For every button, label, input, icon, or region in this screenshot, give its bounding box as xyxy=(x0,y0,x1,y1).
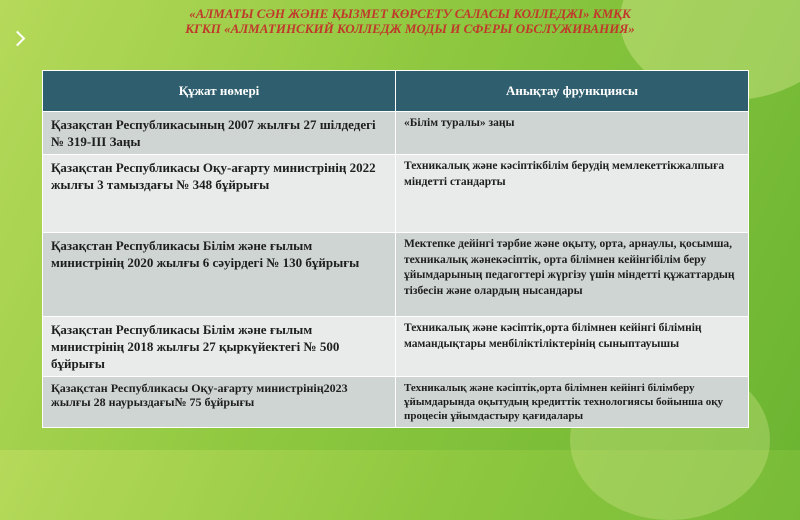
document-cell: Қазақстан Республикасы Оқу-ағарту министрінің2023 жылғы 28 наурыздағы№ 75 бұйрығы xyxy=(43,377,396,428)
document-cell: Қазақстан Республикасы Білім және ғылым министрінің 2018 жылғы 27 қыркүйектегі № 500 бұйрығы xyxy=(43,317,396,377)
chevron-right-icon[interactable] xyxy=(10,31,26,47)
function-cell: Техникалық және кәсіптік,орта білімнен кейінгі білімнің мамандықтары менбіліктіліктерінің сыныптауышы xyxy=(396,317,749,377)
document-cell: Қазақстан Республикасы Оқу-ағарту министрінің 2022 жылғы 3 тамыздағы № 348 бұйрығы xyxy=(43,155,396,233)
function-cell: Техникалық және кәсіптік,орта білімнен кейінгі білімберу ұйымдарында оқытудың кредиттік технологиясы бойынша оқу процесін ұйымдастыру қағидалары xyxy=(396,377,749,428)
function-cell: «Білім туралы» заңы xyxy=(396,112,749,155)
column-header-function: Анықтау фрункциясы xyxy=(396,71,749,112)
title-line-2: КГКП «АЛМАТИНСКИЙ КОЛЛЕДЖ МОДЫ И СФЕРЫ ОБСЛУЖИВАНИЯ» xyxy=(185,21,635,36)
page-title xyxy=(40,6,780,36)
document-cell: Қазақстан Республикасы Білім және ғылым министрінің 2020 жылғы 6 сәуірдегі № 130 бұйрығы xyxy=(43,233,396,317)
column-header-document: Құжат нөмері xyxy=(43,71,396,112)
document-cell: Қазақстан Республикасының 2007 жылғы 27 шілдедегі № 319-ІІІ Заңы xyxy=(43,112,396,155)
title-line-1: «АЛМАТЫ СӘН ЖӘНЕ ҚЫЗМЕТ КӨРСЕТУ САЛАСЫ КОЛЛЕДЖІ» КМҚК xyxy=(189,6,631,21)
table-row xyxy=(43,317,749,377)
table-row xyxy=(43,155,749,233)
table-row xyxy=(43,112,749,155)
table-header-row xyxy=(43,71,749,112)
table-row xyxy=(43,233,749,317)
table-row xyxy=(43,377,749,428)
function-cell: Мектепке дейінгі тәрбие және оқыту, орта, арнаулы, қосымша, техникалық жәнекәсіптік, орта білімнен кейінгібілім беру ұйымдарының педагогтері жүргізу үшін міндетті құжаттардың тізбесін және олардың нысандары xyxy=(396,233,749,317)
function-cell: Техникалық және кәсіптікбілім берудің мемлекеттікжалпыға міндетті стандарты xyxy=(396,155,749,233)
documents-table xyxy=(42,70,748,428)
